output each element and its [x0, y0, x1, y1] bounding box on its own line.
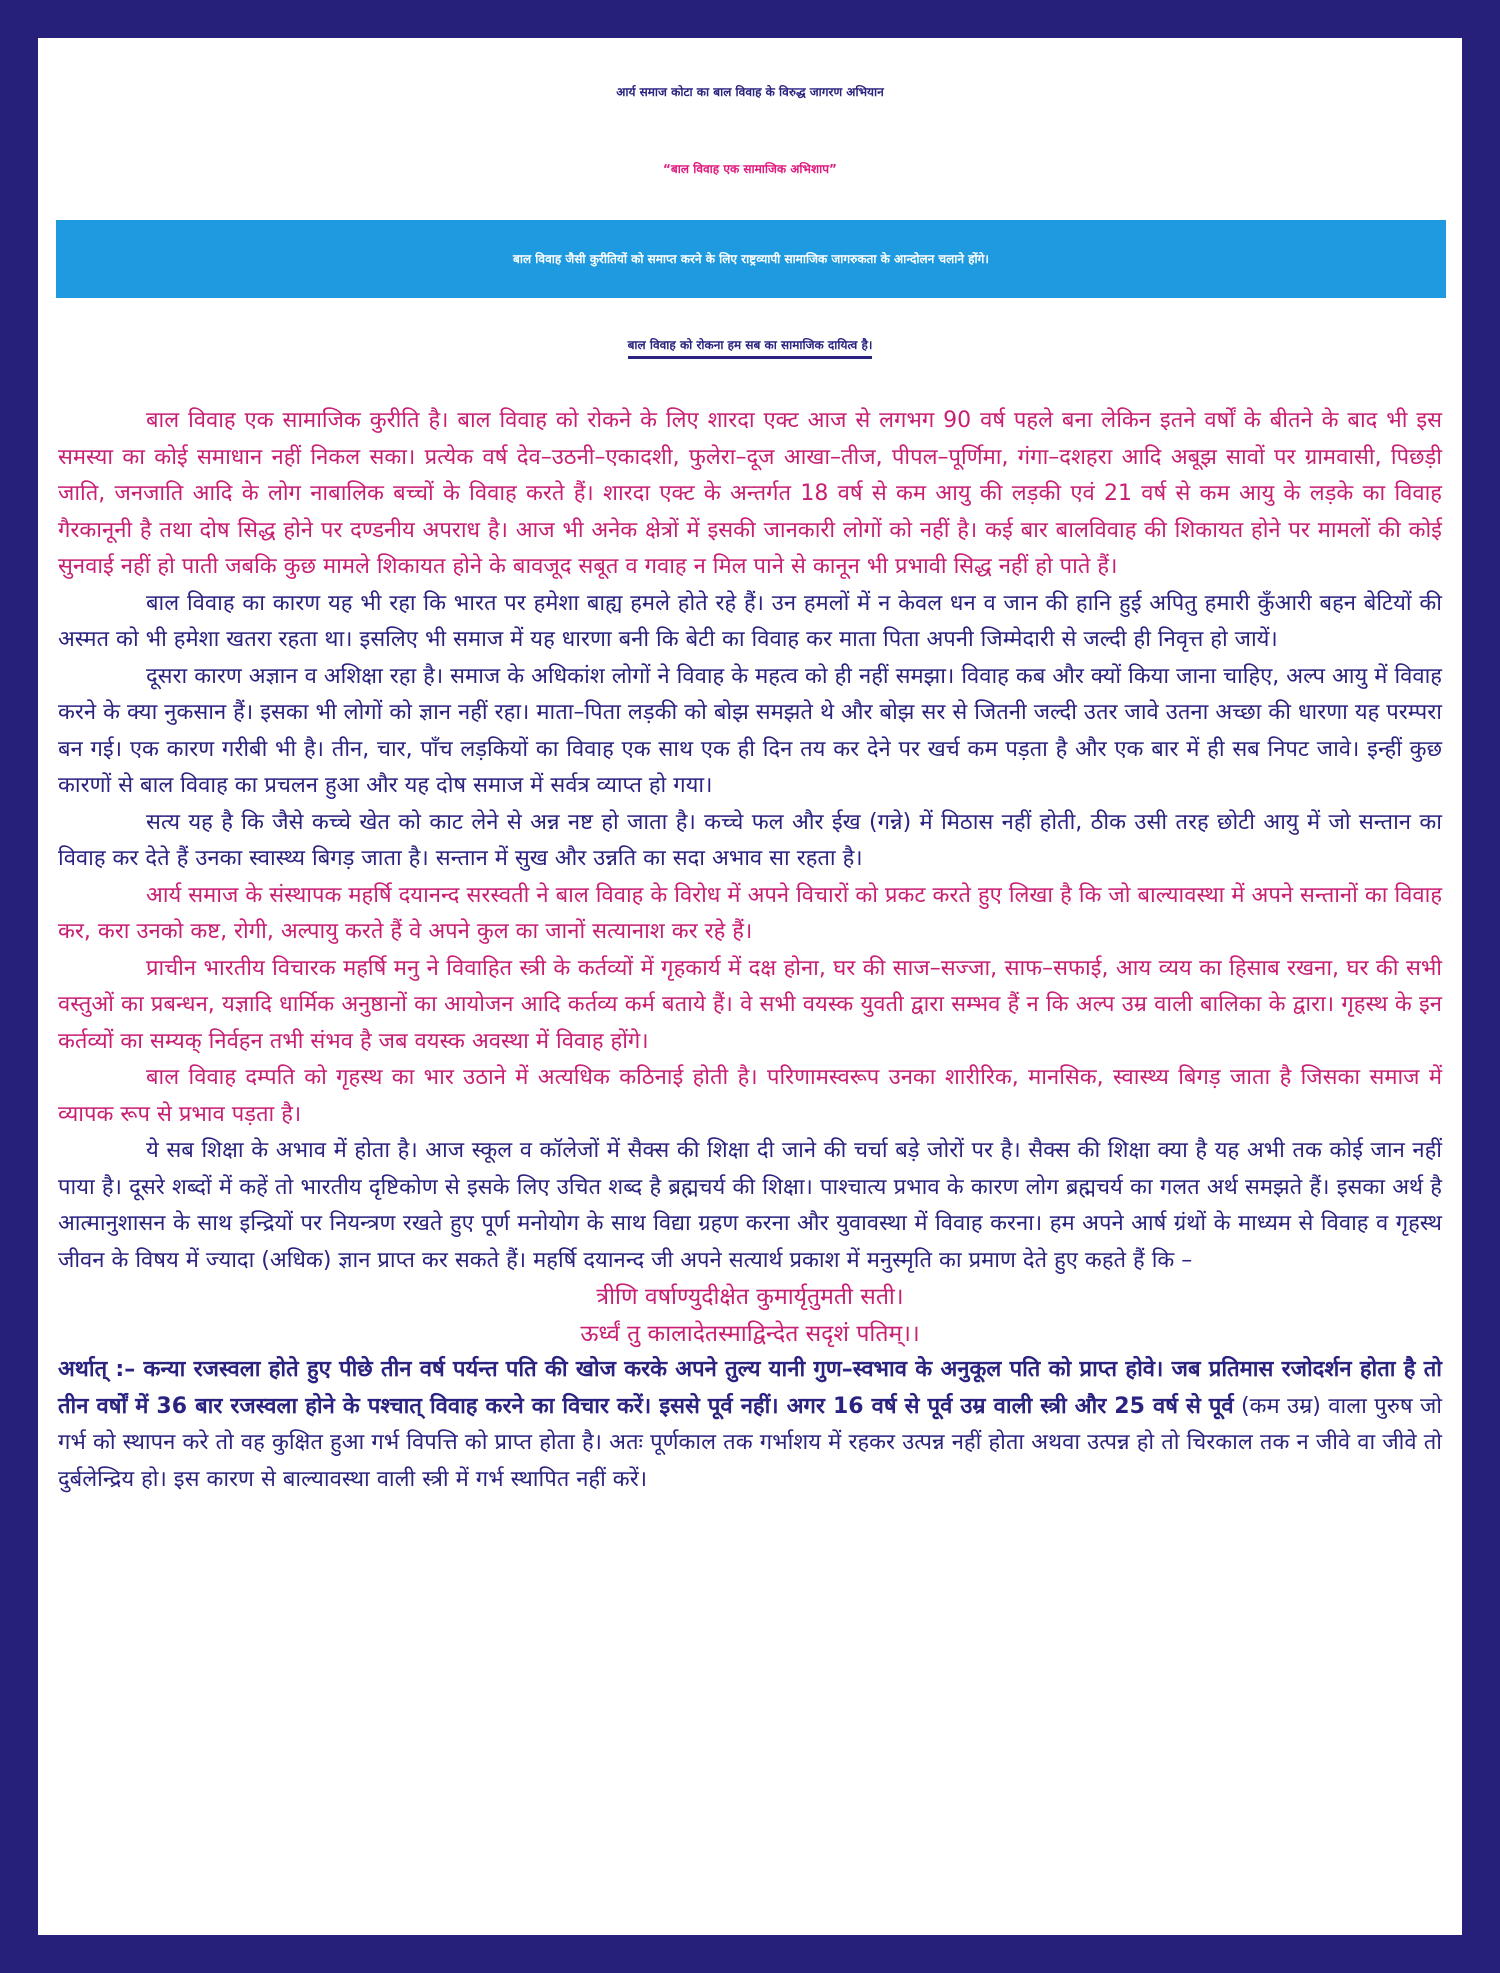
paragraph-7: बाल विवाह दम्पति को गृहस्थ का भार उठाने में अत्यधिक कठिनाई होती है। परिणामस्वरूप उनका शारीरिक, मानसिक, स्वास्थ्य बिगड़ जाता है जिसका समाज में व्यापक रूप से प्रभाव पड़ता है। [58, 1065, 1442, 1127]
verse-line-2: ऊर्ध्वं तु कालादेतस्माद्विन्देत सदृशं पतिम्।। [580, 1320, 920, 1347]
paragraph-1: बाल विवाह एक सामाजिक कुरीति है। बाल विवाह को रोकने के लिए शारदा एक्ट आज से लगभग 90 वर्ष पहले बना लेकिन इतने वर्षों के बीतने के बाद भी इस समस्या का कोई समाधान नहीं निकल सका। प्रत्येक वर्ष देव–उठनी–एकादशी, फुलेरा–दूज आखा–तीज, पीपल–पूर्णिमा, गंगा–दशहरा आदि अबूझ सावों पर ग्रामवासी, पिछड़ी जाति, जनजाति आदि के लोग नाबालिक बच्चों के विवाह करते हैं। शारदा एक्ट के अन्तर्गत 18 वर्ष से कम आयु की लड़की एवं 21 वर्ष से कम आयु के लड़के का विवाह गैरकानूनी है तथा दोष सिद्ध होने पर दण्डनीय अपराध है। आज भी अनेक क्षेत्रों में इसकी जानकारी लोगों को नहीं है। कई बार बालविवाह की शिकायत होने पर मामलों की कोई सुनवाई नहीं हो पाती जबकि कुछ मामले शिकायत होने के बावजूद सबूत व गवाह न मिल पाने से कानून भी प्रभावी सिद्ध नहीं हो पाते हैं। [58, 408, 1443, 579]
paragraph-8: ये सब शिक्षा के अभाव में होता है। आज स्कूल व कॉलेजों में सैक्स की शिक्षा दी जाने की चर्चा बड़े जोरों पर है। सैक्स की शिक्षा क्या है यह अभी तक कोई जान नहीं पाया है। दूसरे शब्दों में कहें तो भारतीय दृष्टिकोण से इसके लिए उचित शब्द है ब्रह्मचर्य की शिक्षा। पाश्चात्य प्रभाव के कारण लोग ब्रह्मचर्य का गलत अर्थ समझते हैं। इसका अर्थ है आत्मानुशासन के साथ इन्द्रियों पर नियन्त्रण रखते हुए पूर्ण मनोयोग के साथ विद्या ग्रहण करना और युवावस्था में विवाह करना। हम अपने आर्ष ग्रंथों के माध्यम से विवाह व गृहस्थ जीवन के विषय में ज्यादा (अधिक) ज्ञान प्राप्त कर सकते हैं। महर्षि दयानन्द जी अपने सत्यार्थ प्रकाश में मनुस्मृति का प्रमाण देते हुए कहते हैं कि – [58, 1138, 1442, 1273]
paragraph-6: प्राचीन भारतीय विचारक महर्षि मनु ने विवाहित स्त्री के कर्तव्यों में गृहकार्य में दक्ष होना, घर की साज–सज्जा, साफ–सफाई, आय व्यय का हिसाब रखना, घर की सभी वस्तुओं का प्रबन्धन, यज्ञादि धार्मिक अनुष्ठानों का आयोजन आदि कर्तव्य कर्म बताये हैं। वे सभी वयस्क युवती द्वारा सम्भव हैं न कि अल्प उम्र वाली बालिका के द्वारा। गृहस्थ के इन कर्तव्यों का सम्यक् निर्वहन तभी संभव है जब वयस्क अवस्था में विवाह होंगे। [58, 955, 1442, 1054]
awareness-banner: बाल विवाह जैसी कुरीतियों को समाप्त करने के लिए राष्ट्रव्यापी सामाजिक जागरुकता के आन्दोलन चलाने होंगे। [56, 220, 1446, 298]
campaign-slogan: “बाल विवाह एक सामाजिक अभिशाप” [663, 162, 837, 176]
verse-line-1: त्रीणि वर्षाण्युदीक्षेत कुमार्यृतुमती सती। [596, 1284, 904, 1310]
subheading-text: बाल विवाह को रोकना हम सब का सामाजिक दायित्व है। [628, 338, 873, 359]
paragraph-3: दूसरा कारण अज्ञान व अशिक्षा रहा है। समाज के अधिकांश लोगों ने विवाह के महत्व को ही नहीं समझा। विवाह कब और क्यों किया जाना चाहिए, अल्प आयु में विवाह करने के क्या नुकसान हैं। इसका भी लोगों को ज्ञान नहीं रहा। माता–पिता लड़की को बोझ समझते थे और बोझ सर से जितनी जल्दी उतर जावे उतना अच्छा की धारणा यह परम्परा बन गई। एक कारण गरीबी भी है। तीन, चार, पाँच लड़कियों का विवाह एक साथ एक ही दिन तय कर देने पर खर्च कम पड़ता है और एक बार में ही सब निपट जावे। इन्हीं कुछ कारणों से बाल विवाह का प्रचलन हुआ और यह दोष समाज में सर्वत्र व्याप्त हो गया। [58, 663, 1442, 798]
verse-meaning-normal: (कम उम्र) वाला पुरुष जो गर्भ को स्थापन करे तो वह कुक्षित हुआ गर्भ विपत्ति को प्राप्त होता है। अतः पूर्णकाल तक गर्भाशय में रहकर उत्पन्न नहीं होता अथवा उत्पन्न हो तो चिरकाल तक न जीवे वा जीवे तो दुर्बलेन्द्रिय हो। इस कारण से बाल्यावस्था वाली स्त्री में गर्भ स्थापित नहीं करें। [58, 1393, 1442, 1492]
verse-meaning [58, 1352, 1442, 1498]
poster [38, 38, 1462, 1935]
paragraph-5: आर्य समाज के संस्थापक महर्षि दयानन्द सरस्वती ने बाल विवाह के विरोध में अपने विचारों को प्रकट करते हुए लिखा है कि जो बाल्यावस्था में अपने सन्तानों का विवाह कर, करा उनको कष्ट, रोगी, अल्पायु करते हैं वे अपने कुल का जानों सत्यानाश कर रहे हैं। [58, 882, 1442, 944]
paragraph-4: सत्य यह है कि जैसे कच्चे खेत को काट लेने से अन्न नष्ट हो जाता है। कच्चे फल और ईख (गन्ने) में मिठास नहीं होती, ठीक उसी तरह छोटी आयु में जो सन्तान का विवाह कर देते हैं उनका स्वास्थ्य बिगड़ जाता है। सन्तान में सुख और उन्नति का सदा अभाव सा रहता है। [58, 809, 1442, 871]
article-body [58, 403, 1442, 1498]
campaign-title: आर्य समाज कोटा का बाल विवाह के विरुद्ध जागरण अभियान [616, 85, 884, 99]
subheading [38, 316, 1462, 374]
verse-meaning-bold: अर्थात् :– कन्या रजस्वला होते हुए पीछे तीन वर्ष पर्यन्त पति की खोज करके अपने तुल्य यानी गुण–स्वभाव के अनुकूल पति को प्राप्त होवे। जब प्रतिमास रजोदर्शन होता है तो तीन वर्षों में 36 बार रजस्वला होने के पश्चात् विवाह करने का विचार करें। इससे पूर्व नहीं। अगर 16 वर्ष से पूर्व उम्र वाली स्त्री और 25 वर्ष से पूर्व [58, 1357, 1442, 1419]
paragraph-2: बाल विवाह का कारण यह भी रहा कि भारत पर हमेशा बाह्य हमले होते रहे हैं। उन हमलों में न केवल धन व जान की हानि हुई अपितु हमारी कुँआरी बहन बेटियों की अस्मत को भी हमेशा खतरा रहता था। इसलिए भी समाज में यह धारणा बनी कि बेटी का विवाह कर माता पिता अपनी जिम्मेदारी से जल्दी ही निवृत्त हो जायें। [58, 590, 1442, 652]
